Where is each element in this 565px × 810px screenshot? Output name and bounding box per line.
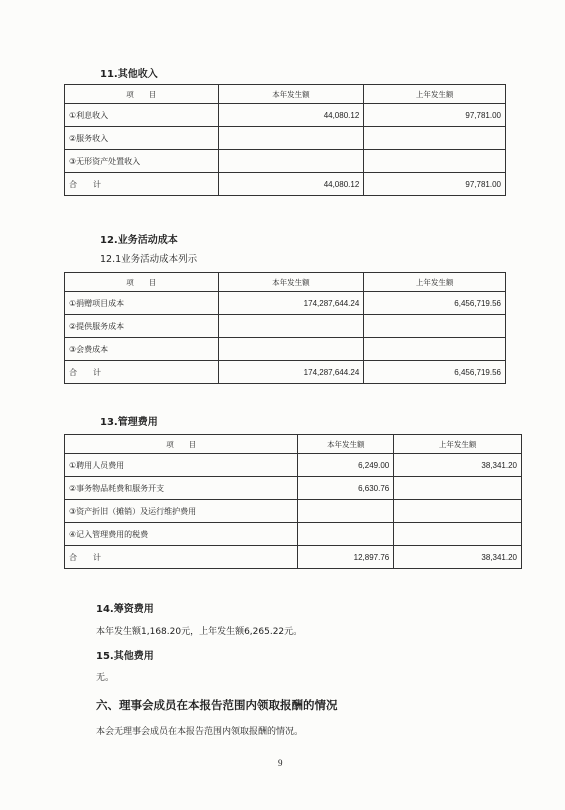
row-current: 174,287,644.24 bbox=[218, 292, 364, 315]
row-current: 174,287,644.24 bbox=[218, 361, 364, 384]
row-current bbox=[218, 127, 364, 150]
table-row bbox=[65, 500, 522, 523]
col-previous-header: 上年发生额 bbox=[394, 435, 522, 454]
row-item: ①捐赠项目成本 bbox=[65, 292, 219, 315]
row-previous bbox=[394, 500, 522, 523]
section-12-title: 12.业务活动成本 bbox=[100, 235, 178, 246]
row-item: ②事务物品耗费和服务开支 bbox=[65, 477, 298, 500]
row-item: 合 计 bbox=[65, 173, 219, 196]
row-item: ④记入管理费用的税费 bbox=[65, 523, 298, 546]
row-current: 6,249.00 bbox=[298, 454, 394, 477]
table-row bbox=[65, 454, 522, 477]
row-previous bbox=[364, 338, 506, 361]
row-current: 12,897.76 bbox=[298, 546, 394, 569]
table-header-row bbox=[65, 85, 506, 104]
col-current-header: 本年发生额 bbox=[218, 273, 364, 292]
business-cost-table bbox=[64, 272, 506, 384]
section-6-title: 六、理事会成员在本报告范围内领取报酬的情况 bbox=[96, 698, 338, 712]
row-previous: 6,456,719.56 bbox=[364, 292, 506, 315]
section-11-title: 11.其他收入 bbox=[100, 69, 158, 80]
row-item: ③会费成本 bbox=[65, 338, 219, 361]
table-header-row bbox=[65, 435, 522, 454]
row-current bbox=[218, 315, 364, 338]
row-previous bbox=[364, 150, 506, 173]
row-item: ②服务收入 bbox=[65, 127, 219, 150]
section-15-text: 无。 bbox=[96, 673, 115, 683]
page-number: 9 bbox=[278, 758, 283, 768]
col-item-header: 项 目 bbox=[65, 435, 298, 454]
row-current: 44,080.12 bbox=[218, 173, 364, 196]
section-15-title: 15.其他费用 bbox=[96, 651, 154, 662]
row-item: ①聘用人员费用 bbox=[65, 454, 298, 477]
section-14-text: 本年发生额1,168.20元，上年发生额6,265.22元。 bbox=[96, 627, 303, 637]
row-previous: 97,781.00 bbox=[364, 104, 506, 127]
row-item: 合 计 bbox=[65, 361, 219, 384]
table-row bbox=[65, 477, 522, 500]
section-13-title: 13.管理费用 bbox=[100, 417, 158, 428]
row-previous bbox=[364, 127, 506, 150]
row-current bbox=[218, 150, 364, 173]
row-previous: 38,341.20 bbox=[394, 454, 522, 477]
row-previous bbox=[394, 477, 522, 500]
row-previous bbox=[364, 315, 506, 338]
table-header-row bbox=[65, 273, 506, 292]
row-current bbox=[298, 523, 394, 546]
table-row bbox=[65, 523, 522, 546]
row-current bbox=[218, 338, 364, 361]
row-item: ①利息收入 bbox=[65, 104, 219, 127]
table-row bbox=[65, 315, 506, 338]
col-item-header: 项 目 bbox=[65, 85, 219, 104]
table-total-row bbox=[65, 546, 522, 569]
row-item: ③无形资产处置收入 bbox=[65, 150, 219, 173]
col-item-header: 项 目 bbox=[65, 273, 219, 292]
table-row bbox=[65, 292, 506, 315]
col-previous-header: 上年发生额 bbox=[364, 273, 506, 292]
row-previous bbox=[394, 523, 522, 546]
row-item: 合 计 bbox=[65, 546, 298, 569]
row-current bbox=[298, 500, 394, 523]
row-current: 44,080.12 bbox=[218, 104, 364, 127]
table-row bbox=[65, 150, 506, 173]
row-previous: 6,456,719.56 bbox=[364, 361, 506, 384]
col-current-header: 本年发生额 bbox=[298, 435, 394, 454]
admin-expense-table bbox=[64, 434, 522, 569]
other-income-table bbox=[64, 84, 506, 196]
col-current-header: 本年发生额 bbox=[218, 85, 364, 104]
row-item: ③资产折旧（摊销）及运行维护费用 bbox=[65, 500, 298, 523]
section-12-1-subtitle: 12.1业务活动成本列示 bbox=[100, 254, 198, 265]
section-6-text: 本会无理事会成员在本报告范围内领取报酬的情况。 bbox=[96, 727, 304, 737]
row-previous: 97,781.00 bbox=[364, 173, 506, 196]
table-row bbox=[65, 338, 506, 361]
col-previous-header: 上年发生额 bbox=[364, 85, 506, 104]
section-14-title: 14.筹资费用 bbox=[96, 604, 154, 615]
table-row bbox=[65, 127, 506, 150]
table-total-row bbox=[65, 173, 506, 196]
row-previous: 38,341.20 bbox=[394, 546, 522, 569]
table-total-row bbox=[65, 361, 506, 384]
row-item: ②提供服务成本 bbox=[65, 315, 219, 338]
row-current: 6,630.76 bbox=[298, 477, 394, 500]
table-row bbox=[65, 104, 506, 127]
